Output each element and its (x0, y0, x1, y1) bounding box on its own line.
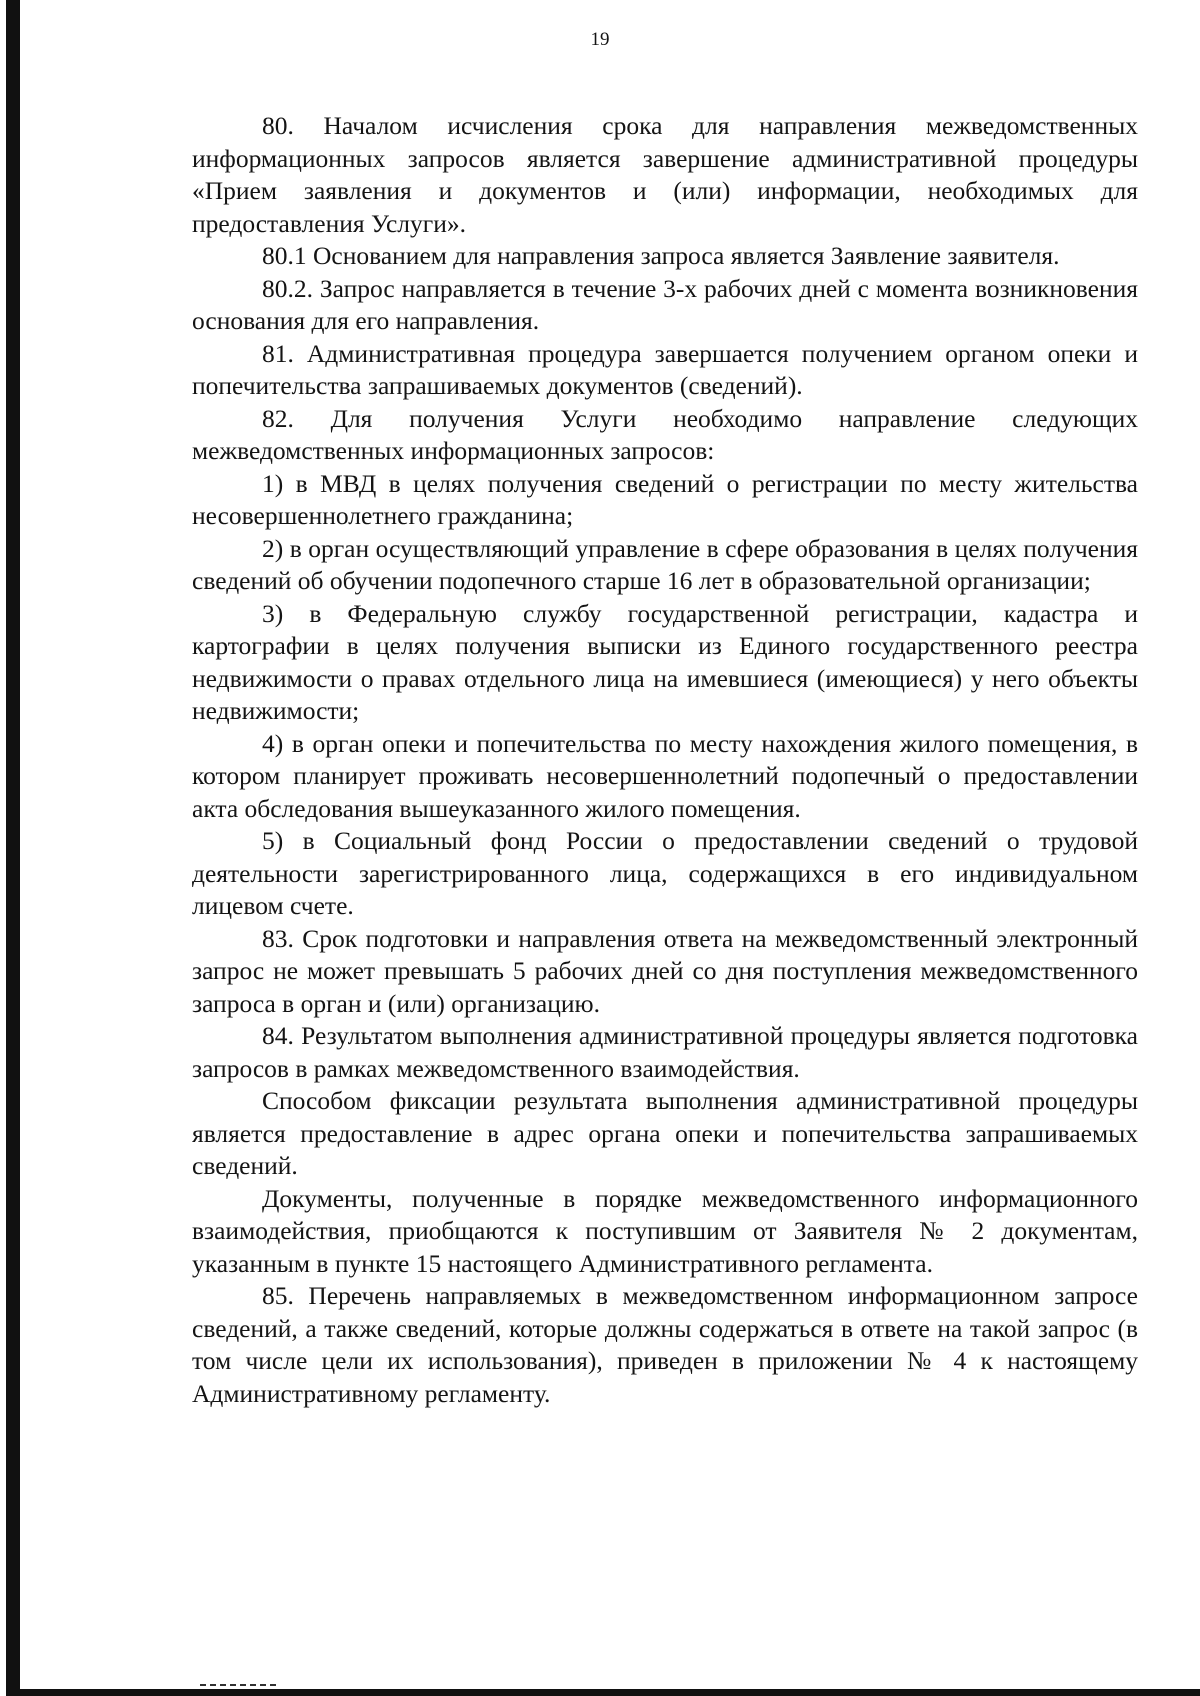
paragraph-80-2: 80.2. Запрос направляется в течение 3-х рабочих дней с момента возникновения основания для его направления. (192, 273, 1138, 335)
list-item-4: 4) в орган опеки и попечительства по месту нахождения жилого помещения, в котором планирует проживать несовершеннолетний подопечный о предоставлении акта обследования вышеуказанного жилого помещения. (192, 728, 1138, 823)
paragraph-81: 81. Административная процедура завершается получением органом опеки и попечительства запрашиваемых документов (сведений). (192, 338, 1138, 400)
scan-artifact (200, 1684, 280, 1686)
document-body (192, 110, 1138, 1410)
paragraph-84: 84. Результатом выполнения административной процедуры является подготовка запросов в рамках межведомственного взаимодействия. (192, 1021, 1138, 1083)
scan-border-bottom (6, 1689, 1200, 1696)
paragraph-80-1: 80.1 Основанием для направления запроса является Заявление заявителя. (262, 241, 1060, 270)
paragraph-82: 82. Для получения Услуги необходимо направление следующих межведомственных информационных запросов: (192, 403, 1138, 465)
list-item-1: 1) в МВД в целях получения сведений о регистрации по месту жительства несовершеннолетнего гражданина; (192, 468, 1138, 530)
list-item-3: 3) в Федеральную службу государственной регистрации, кадастра и картографии в целях получения выписки из Единого государственного реестра недвижимости о правах отдельного лица на имевшиеся (имеющиеся) у него объекты недвижимости; (192, 598, 1138, 725)
scan-border-left (6, 0, 20, 1696)
paragraph-85: 85. Перечень направляемых в межведомственном информационном запросе сведений, а также сведений, которые должны содержаться в ответе на такой запрос (в том числе цели их использования), приведен в приложении № 4 к настоящему Административному регламенту. (192, 1281, 1138, 1408)
paragraph-documents: Документы, полученные в порядке межведомственного информационного взаимодействия, приобщаются к поступившим от Заявителя № 2 документам, указанным в пункте 15 настоящего Административного регламента. (192, 1183, 1138, 1278)
list-item-2: 2) в орган осуществляющий управление в сфере образования в целях получения сведений об обучении подопечного старше 16 лет в образовательной организации; (192, 533, 1138, 595)
page-number: 19 (590, 29, 610, 50)
paragraph-80: 80. Началом исчисления срока для направления межведомственных информационных запросов является завершение административной процедуры «Прием заявления и документов и (или) информации, необходимых для предоставления Услуги». (192, 111, 1138, 238)
paragraph-fixation-method: Способом фиксации результата выполнения административной процедуры является предоставление в адрес органа опеки и попечительства запрашиваемых сведений. (192, 1086, 1138, 1180)
paragraph-83: 83. Срок подготовки и направления ответа на межведомственный электронный запрос не может превышать 5 рабочих дней со дня поступления межведомственного запроса в орган и (или) организацию. (192, 923, 1138, 1018)
list-item-5: 5) в Социальный фонд России о предоставлении сведений о трудовой деятельности зарегистрированного лица, содержащихся в его индивидуальном лицевом счете. (192, 826, 1138, 920)
